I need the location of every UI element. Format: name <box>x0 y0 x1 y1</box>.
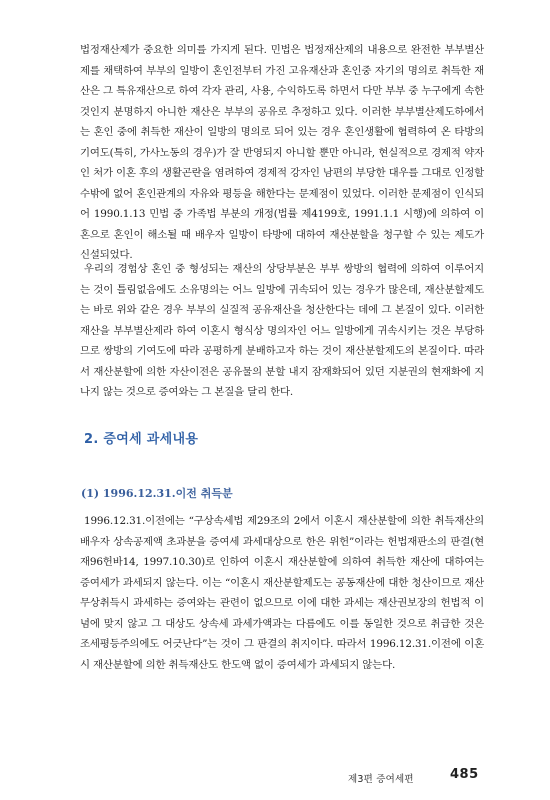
page-footer <box>340 766 490 788</box>
section-heading: 2. 증여세 과세내용 <box>84 432 199 447</box>
sub-heading: (1) 1996.12.31.이전 취득분 <box>81 487 233 500</box>
body-paragraph-3: 1996.12.31.이전에는 “구상속세법 제29조의 2에서 이혼시 재산분할에 의한 취득재산의 배우자 상속공제액 초과분을 증여세 과세대상으로 한은 위헌”이라는 헌법재판소의 판결(현재96헌바14, 1997.10.30)로 인하여 이혼시 재산분할에 의하여 취득한 재산에 대하여는 증여세가 과세되지 않는다. 이는 “이혼시 재산분할제도는 공동재산에 대한 청산이므로 재산 무상취득시 과세하는 증여와는 관련이 없으므로 이에 대한 과세는 재산권보장의 헌법적 이념에 맞지 않고 그 대상도 상속세 과세가액과는 다름에도 이를 동일한 것으로 취급한 것은 조세평등주의에도 어긋난다”는 것이 그 판결의 취지이다. 따라서 1996.12.31.이전에 이혼시 재산분할에 의한 취득재산도 한도액 없이 증여세가 과세되지 않는다. <box>80 515 484 671</box>
body-paragraph-2: 우리의 경험상 혼인 중 형성되는 재산의 상당부분은 부부 쌍방의 협력에 의하여 이루어지는 것이 틀림없음에도 소유명의는 어느 일방에 귀속되어 있는 경우가 많은데, 재산분할제도는 바로 위와 같은 경우 부부의 실질적 공유재산을 청산한다는 데에 그 본질이 있다. 이러한 재산을 부부별산제라 하여 이혼시 형식상 명의자인 어느 일방에게 귀속시키는 것은 부당하므로 쌍방의 기여도에 따라 공평하게 분배하고자 하는 것이 재산분할제도의 본질이다. 따라서 재산분할에 의한 자산이전은 공유물의 분할 내지 잠재화되어 있던 지분권의 현재화에 지나지 않는 것으로 증여와는 그 본질을 달리 한다. <box>80 263 484 398</box>
page-number: 485 <box>450 767 479 782</box>
body-paragraph-1: 법정재산제가 중요한 의미를 가지게 된다. 민법은 법정재산제의 내용으로 완전한 부부별산제를 채택하여 부부의 일방이 혼인전부터 가진 고유재산과 혼인중 자기의 명의로 취득한 재산은 그 특유재산으로 하여 각자 관리, 사용, 수익하도록 하면서 다만 부부 중 누구에게 속한 것인지 분명하지 아니한 재산은 부부의 공유로 추정하고 있다. 이러한 부부별산제도하에서는 혼인 중에 취득한 재산이 일방의 명의로 되어 있는 경우 혼인생활에 협력하여 온 타방의 기여도(특히, 가사노동의 경우)가 잘 반영되지 아니할 뿐만 아니라, 현실적으로 경제적 약자인 처가 이혼 후의 생활곤란을 염려하여 경제적 강자인 남편의 부당한 대우를 그대로 인정할 수밖에 없어 혼인관계의 자유와 평등을 해한다는 문제점이 있었다. 이러한 문제점이 인식되어 1990.1.13 민법 중 가족법 부분의 개정(법률 제4199호, 1991.1.1 시행)에 의하여 이혼으로 혼인이 해소될 때 배우자 일방이 타방에 대하여 재산분할을 청구할 수 있는 제도가 신설되었다. <box>80 44 484 261</box>
footer-chapter-label: 제3편 증여세편 <box>348 774 414 785</box>
